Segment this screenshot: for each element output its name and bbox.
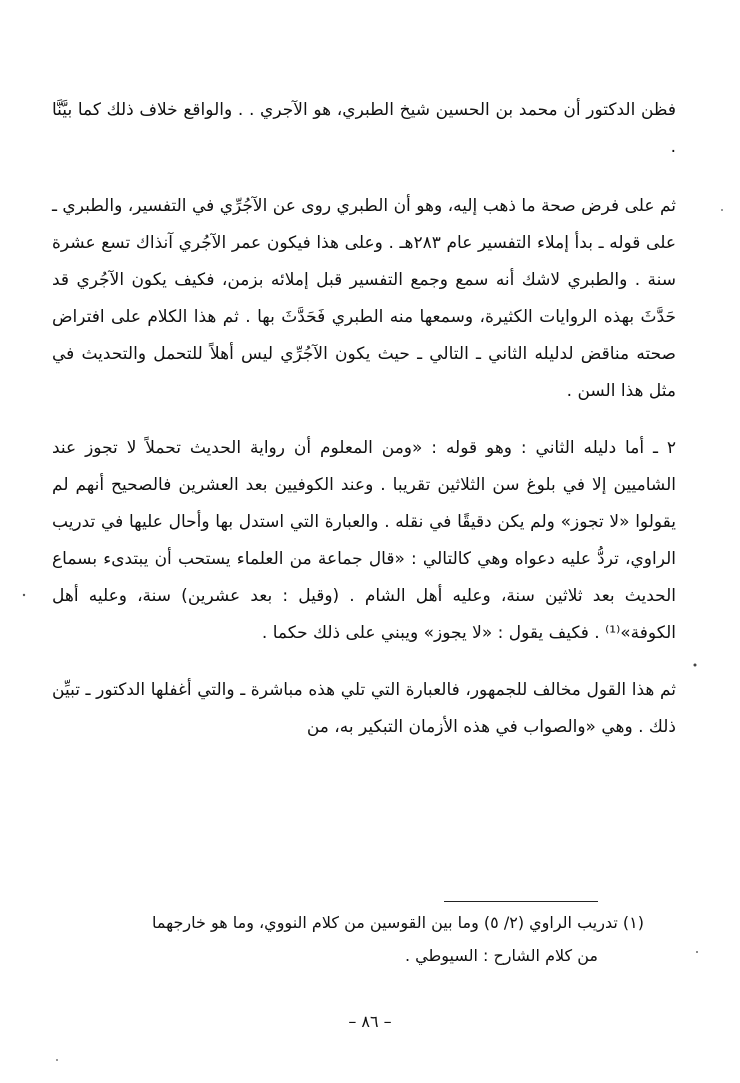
paragraph-3: ٢ ـ أما دليله الثاني : وهو قوله : «ومن المعلوم أن رواية الحديث تحملاً لا تجوز عند الشاميين إلا في بلوغ سن الثلاثين تقريبا . وعند الكوفيين بعد العشرين فالصحيح أنهم لم يقولوا «لا تجوز» ولم يكن دقيقًا في نقله . والعبارة التي استدل بها وأحال عليها في تدريب الراوي، تردُّ عليه دعواه وهي كالتالي : «قال جماعة من العلماء يستحب أن يبتدىء بسماع الحديث بعد ثلاثين سنة، وعليه أهل الشام . (وقيل : بعد عشرين) سنة، وعليه أهل الكوفة»⁽¹⁾ . فكيف يقول : «لا يجوز» ويبني على ذلك حكما . bbox=[52, 438, 676, 643]
footnote-separator bbox=[444, 901, 598, 902]
paragraph-4: ثم هذا القول مخالف للجمهور، فالعبارة التي تلي هذه مباشرة ـ والتي أغفلها الدكتور ـ تبيِّن ذلك . وهي «والصواب في هذه الأزمان التبكير به، من bbox=[52, 680, 676, 737]
footnote-line-2: من كلام الشارح : السيوطي . bbox=[404, 946, 598, 965]
footnote bbox=[48, 906, 644, 972]
footnote-line-1: (١) تدريب الراوي (٢/ ٥) وما بين القوسين من كلام النووي، وما هو خارجهما bbox=[152, 913, 644, 932]
page-number: – ٨٦ – bbox=[348, 1012, 392, 1031]
main-text bbox=[52, 92, 676, 746]
paragraph-1: فظن الدكتور أن محمد بن الحسين شيخ الطبري، هو الآجري . . والواقع خلاف ذلك كما بيَّنَّا . bbox=[52, 100, 676, 157]
paragraph-2: ثم على فرض صحة ما ذهب إليه، وهو أن الطبري روى عن الآجُرِّي في التفسير، والطبري ـ على قوله ـ بدأ إملاء التفسير عام ٢٨٣هـ . وعلى هذا فيكون عمر الآجُري آنذاك تسع عشرة سنة . والطبري لاشك أنه سمع وجمع التفسير قبل إملائه بزمن، فكيف يكون الآجُري قد حَدَّثَ بهذه الروايات الكثيرة، وسمعها منه الطبري فَحَدَّثَ بها . ثم هذا الكلام على افتراض صحته مناقض لدليله الثاني ـ التالي ـ حيث يكون الآجُرِّي ليس أهلاً للتحمل والتحديث في مثل هذا السن . bbox=[52, 196, 676, 401]
